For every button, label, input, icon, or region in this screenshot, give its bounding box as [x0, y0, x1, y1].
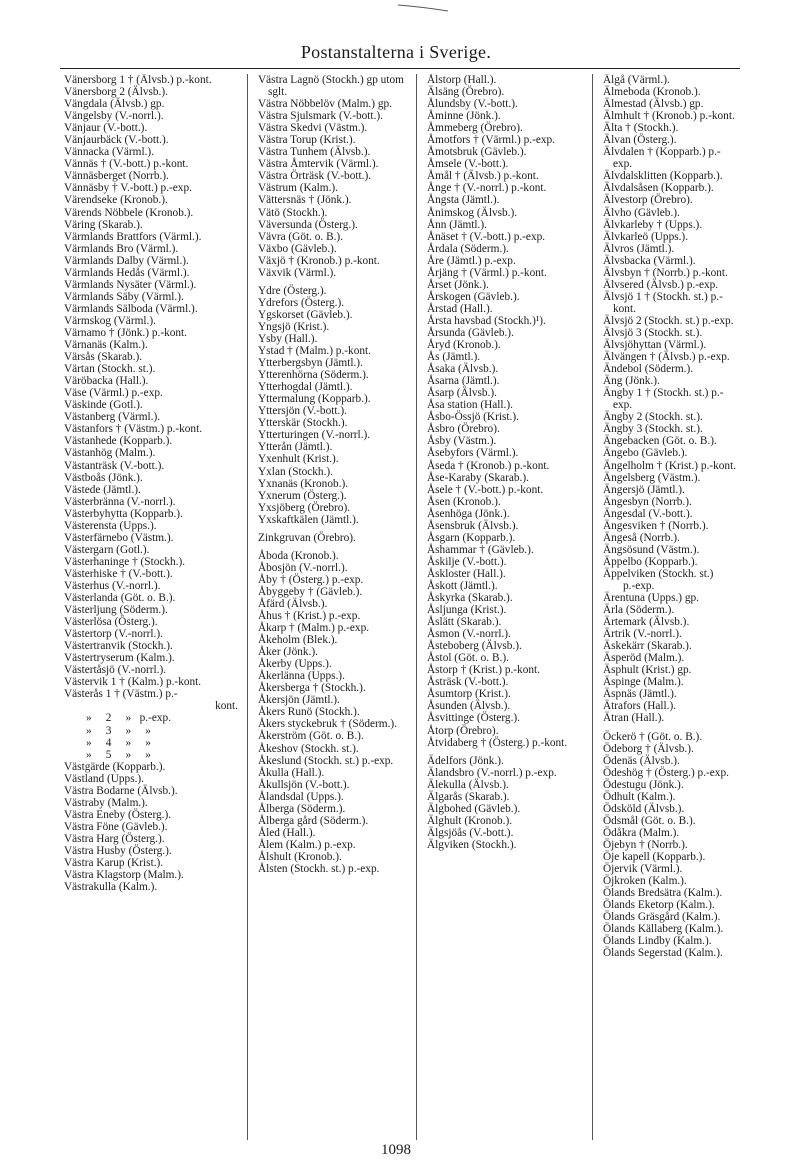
list-item: Vättersnäs † (Jönk.). [258, 194, 352, 207]
list-item: Yxskaftkälen (Jämtl.). [258, 513, 359, 526]
column-3 [416, 74, 592, 1140]
list-item: Älmhult † (Kronob.) p.-kont. [603, 110, 735, 123]
list-item: Ängelsberg (Västm.). [603, 471, 701, 484]
list-item: Åsarp (Älvsb.). [427, 387, 497, 400]
list-item: Årset (Jönk.). [427, 278, 489, 291]
list-item: Åstorp † (Krist.) p.-kont. [427, 664, 540, 677]
directory-columns [62, 74, 742, 1140]
list-item: Vänersborg 1 † (Älvsb.) p.-kont. [64, 74, 212, 86]
list-item: Västanberg (Värml.). [64, 411, 161, 424]
list-item: Värmskog (Värml.). [64, 314, 156, 327]
list-item: Åsvittinge (Österg.). [427, 712, 520, 725]
list-item: Västra Husby (Österg.). [64, 845, 172, 857]
list-item: Ängersjö (Jämtl.). [603, 483, 685, 496]
list-item-ditto: » 5 » » [86, 748, 151, 761]
list-item: Ysby (Hall.). [258, 332, 318, 345]
list-item: Ytterskär (Stockh.). [258, 417, 348, 430]
list-item: Värmlands Dalby (Värml.). [64, 254, 189, 267]
list-item: Ödeshög † (Österg.) p.-exp. [603, 766, 729, 779]
list-item: Äppelviken (Stockh. st.) [603, 567, 714, 580]
list-item: Ålberga (Söderm.). [258, 802, 346, 815]
list-item: Värmlands Hedås (Värml.). [64, 266, 190, 279]
list-item: Västra Skedvi (Västm.). [258, 122, 368, 135]
list-item: Ålstorp (Hall.). [427, 74, 497, 86]
list-item: Åse-Karaby (Skarab.). [427, 471, 529, 484]
list-item: Västerljung (Söderm.). [64, 604, 168, 617]
list-item: Öckerö † (Göt. o. B.). [603, 730, 703, 743]
list-item: Växbo (Gävleb.). [258, 242, 337, 255]
list-item: Åsebyfors (Värml.). [427, 447, 519, 460]
list-item-ditto: » 3 » » [86, 724, 151, 737]
list-item: Ödenäs (Älvsb.). [603, 754, 680, 767]
list-item: Älmestad (Älvsb.) gp. [603, 98, 704, 111]
list-item: Åtvidaberg † (Österg.) p.-kont. [427, 736, 568, 749]
list-item: Äsphult (Krist.) gp. [603, 664, 692, 677]
list-item: Västanfors † (Västm.) p.-kont. [64, 423, 203, 436]
column-1-entries [64, 74, 244, 700]
list-item: Åkerström (Göt. o. B.). [258, 730, 364, 743]
list-item: Västervik 1 † (Kalm.) p.-kont. [64, 676, 202, 689]
list-item: Åkersberga † (Stockh.). [258, 682, 366, 695]
list-item: Västerensta (Upps.). [64, 519, 157, 532]
list-item: Öjkroken (Kalm.). [603, 875, 687, 888]
list-item: Älta † (Stockh.). [603, 122, 679, 135]
list-item: Värtan (Stockh. st.). [64, 363, 156, 376]
list-item: Västanträsk (V.-bott.). [64, 459, 165, 472]
list-item: Västra Bodarne (Älvsb.). [64, 784, 178, 797]
list-item: Västraby (Malm.). [64, 796, 148, 809]
list-item: Åstol (Göt. o. B.). [427, 652, 509, 665]
list-item: Ödhult (Kalm.). [603, 790, 676, 803]
list-item: Åmmeberg (Örebro). [427, 122, 523, 135]
list-item: Åfärd (Älvsb.). [258, 597, 328, 610]
list-item: Vätö (Stockh.). [258, 206, 328, 219]
list-item: Yttersjön (V.-bott.). [258, 405, 347, 418]
list-item: Älgå (Värml.). [603, 74, 670, 86]
list-item: Ödsköld (Älvsb.). [603, 802, 685, 815]
list-item: Åmotsbruk (Gävleb.). [427, 146, 527, 159]
list-item: Ändebol (Söderm.). [603, 363, 694, 376]
list-item: Vännäsby † V.-bott.) p.-exp. [64, 182, 192, 195]
list-item: Ytterenhörna (Söderm.). [258, 369, 369, 382]
list-item: Yxsjöberg (Örebro). [258, 501, 351, 514]
page-number: 1098 [381, 1142, 411, 1158]
list-item: Västboås (Jönk.). [64, 471, 143, 484]
list-item: Väröbacka (Hall.). [64, 375, 149, 388]
list-item: Väse (Värml.) p.-exp. [64, 387, 163, 400]
list-item: Årdala (Söderm.). [427, 242, 509, 255]
list-item: Åboda (Kronob.). [258, 549, 339, 562]
list-item: Åslätt (Skarab.). [427, 616, 502, 629]
list-item: Ånge † (V.-norrl.) p.-kont. [427, 182, 547, 195]
list-item: Västertåsjö (V.-norrl.). [64, 664, 167, 677]
list-item: Västede (Jämtl.). [64, 483, 141, 496]
list-item: Vännäs † (V.-bott.) p.-kont. [64, 158, 189, 171]
list-item: Åsen (Kronob.). [427, 495, 501, 508]
list-item: Ädelfors (Jönk.). [427, 754, 504, 767]
list-item: Åsgarn (Kopparb.). [427, 531, 516, 544]
list-item: Västra Sjulsmark (V.-bott.). [258, 110, 383, 123]
list-item: Västertranvik (Stockh.). [64, 640, 173, 653]
list-item: Värmlands Bro (Värml.). [64, 242, 179, 255]
list-item: Öjebyn † (Norrb.). [603, 838, 688, 851]
list-item: Åkeslund (Stockh. st.) p.-exp. [258, 754, 394, 767]
list-item: Åskloster (Hall.). [427, 567, 506, 580]
list-item: Åsensbruk (Älvsb.). [427, 519, 519, 532]
list-item: Västerhaninge † (Stockh.). [64, 555, 186, 568]
list-item: Älvestorp (Örebro). [603, 194, 693, 207]
list-item: Värnamo † (Jönk.) p.-kont. [64, 326, 187, 339]
list-item: Ålberga gård (Söderm.). [258, 814, 369, 827]
list-item: Åsarna (Jämtl.). [427, 375, 500, 388]
list-item: Ärtrik (V.-norrl.). [603, 628, 682, 641]
list-item: Väskinde (Gotl.). [64, 399, 143, 412]
list-item: Zinkgruvan (Örebro). [258, 531, 356, 544]
list-item: Ängby 2 (Stockh. st.). [603, 411, 703, 424]
list-item: Vännacka (Värml.). [64, 146, 155, 159]
list-item: Ätran (Hall.). [603, 712, 665, 725]
list-item: Ölands Källaberg (Kalm.). [603, 923, 724, 936]
list-item: Åsbo-Össjö (Krist.). [427, 411, 519, 424]
list-item: Ålsten (Stockh. st.) p.-exp. [258, 863, 380, 875]
list-item: Åre (Jämtl.) p.-exp. [427, 254, 516, 267]
list-item: Ängesdal (V.-bott.). [603, 507, 693, 520]
list-item: Västland (Upps.). [64, 772, 145, 785]
list-item: Västra Tunhem (Älvsb.). [258, 146, 371, 159]
list-item: Ödeborg † (Älvsb.). [603, 742, 694, 755]
list-item: Årstad (Hall.). [427, 302, 493, 315]
list-item: Ödsmål (Göt. o. B.). [603, 814, 696, 827]
list-item: Åkarp † (Malm.) p.-exp. [258, 622, 370, 635]
list-item: Älvsjö 1 † (Stockh. st.) p.-kont. [603, 290, 723, 315]
list-item: Ängelholm † (Krist.) p.-kont. [603, 459, 737, 472]
list-item: Åsumtorp (Krist.). [427, 688, 511, 701]
list-item: Älvros (Jämtl.). [603, 242, 675, 255]
list-item: Västerås 1 † (Västm.) p.- [64, 688, 178, 701]
list-item: Åmål † (Älvsb.) p.-kont. [427, 170, 539, 183]
list-item: Åryd (Kronob.). [427, 339, 501, 352]
list-item: Yttermalung (Kopparb.). [258, 393, 371, 406]
list-item: Västra Nöbbelöv (Malm.) gp. [258, 98, 392, 111]
list-item: Årskogen (Gävleb.). [427, 290, 520, 303]
column-1 [62, 74, 247, 1140]
list-item: Västerbränna (V.-norrl.). [64, 495, 176, 508]
list-item: Åsmon (V.-norrl.). [427, 628, 511, 641]
list-item: Ängsösund (Västm.). [603, 543, 700, 556]
list-item: Yxenhult (Krist.). [258, 453, 339, 466]
list-item: Åskott (Jämtl.). [427, 579, 498, 592]
list-item: Åsby (Västm.). [427, 435, 497, 448]
list-item: Åskilje (V.-bott.). [427, 555, 507, 568]
list-item: Ångsta (Jämtl.). [427, 194, 500, 207]
list-item: Västerlösa (Österg.). [64, 616, 158, 629]
list-item: Ängby 1 † (Stockh. st.) p.-exp. [603, 387, 724, 412]
list-item: Åskyrka (Skarab.). [427, 592, 513, 605]
list-item: Yxlan (Stockh.). [258, 465, 333, 478]
list-item: Åkerlänna (Upps.). [258, 670, 345, 683]
list-item: Åsunden (Älvsb.). [427, 700, 511, 713]
list-item: Äng (Jönk.). [603, 375, 660, 388]
column-2 [247, 74, 416, 1140]
list-item: Yxnanäs (Kronob.). [258, 477, 349, 490]
list-item: Åkeshov (Stockh. st.). [258, 742, 359, 755]
list-item: Älgarås (Skarab.). [427, 790, 510, 803]
list-item: Älvsbyn † (Norrb.) p.-kont. [603, 266, 728, 279]
list-item: Västanhede (Kopparb.). [64, 435, 173, 448]
list-item: Äsperöd (Malm.). [603, 652, 685, 665]
list-item: Åseda † (Kronob.) p.-kont. [427, 459, 550, 472]
list-item: Ärla (Söderm.). [603, 604, 675, 617]
list-item: Ystad † (Malm.) p.-kont. [258, 345, 371, 358]
list-item: Älvsjöhyttan (Värml.). [603, 339, 707, 352]
list-item: Västerhus (V.-norrl.). [64, 579, 161, 592]
list-item: Yngsjö (Krist.). [258, 320, 330, 333]
list-item: Västra Lagnö (Stockh.) gp utom sglt. [258, 74, 404, 99]
list-item: Yxnerum (Österg.). [258, 489, 347, 502]
list-item: Åsträsk (V.-bott.). [427, 676, 509, 689]
list-item: Västrum (Kalm.). [258, 182, 338, 195]
list-item: Åsa station (Hall.). [427, 399, 513, 412]
list-item: Västergarn (Gotl.). [64, 543, 150, 556]
list-item: Älmeboda (Kronob.). [603, 86, 701, 99]
list-item: Vävra (Göt. o. B.). [258, 230, 344, 243]
list-item: Åbosjön (V.-norrl.). [258, 561, 348, 574]
list-item: Ås (Jämtl.). [427, 351, 481, 364]
list-item: Årsunda (Gävleb.). [427, 326, 514, 339]
list-item: Älvängen † (Älvsb.) p.-exp. [603, 351, 730, 364]
list-item: Älvkarleby † (Upps.). [603, 218, 703, 231]
list-item: Åkersjön (Jämtl.). [258, 694, 340, 707]
list-item: Ytterån (Jämtl.). [258, 441, 333, 454]
list-item: Älgbohed (Gävleb.). [427, 802, 521, 815]
list-item-continuation: kont. [215, 700, 238, 713]
list-item: Ygskorset (Gävleb.). [258, 308, 353, 321]
list-item: Äppelbo (Kopparb.). [603, 555, 698, 568]
list-item: Ängeså (Norrb.). [603, 531, 680, 544]
list-item: Åled (Hall.). [258, 826, 316, 839]
list-item: Värmlands Brattfors (Värml.). [64, 230, 202, 243]
list-item: Älsäng (Örebro). [427, 86, 505, 99]
list-item: Värends Nöbbele (Kronob.). [64, 206, 194, 219]
list-item: Älvsered (Älvsb.) p.-exp. [603, 278, 719, 291]
list-item: Äspinge (Malm.). [603, 676, 684, 689]
list-item: Älvsjö 2 (Stockh. st.) p.-exp. [603, 314, 734, 327]
list-item: Vängelsby (V.-norrl.). [64, 110, 164, 123]
list-item: Vänersborg 2 (Älvsb.). [64, 86, 168, 99]
list-item: Åkers styckebruk † (Söderm.). [258, 718, 397, 731]
list-item: Äspnäs (Jämtl.). [603, 688, 677, 701]
list-item: Årsta havsbad (Stockh.)¹). [427, 314, 546, 327]
list-item: Ydre (Österg.). [258, 284, 327, 297]
list-item: Älekulla (Älvsb.). [427, 778, 509, 791]
list-item: Västrakulla (Kalm.). [64, 881, 158, 894]
list-item: Vännäsberget (Norrb.). [64, 170, 169, 183]
list-item: Värmlands Säby (Värml.). [64, 290, 184, 303]
list-item: Åsaka (Älvsb.). [427, 363, 499, 376]
list-item: Åhus † (Krist.) p.-exp. [258, 610, 361, 623]
list-item: Ängesviken † (Norrb.). [603, 519, 709, 532]
scan-mark-decoration [398, 4, 448, 12]
list-item: Vänjaur (V.-bott.). [64, 122, 148, 135]
list-item: Älvkarleö (Upps.). [603, 230, 689, 243]
list-item: Älgsjöås (V.-bott.). [427, 826, 514, 839]
list-item: Växjö † (Kronob.) p.-kont. [258, 254, 380, 267]
list-item: Ängby 3 (Stockh. st.). [603, 423, 703, 436]
list-item: Ytterbergsbyn (Jämtl.). [258, 357, 363, 370]
list-item: Värsås (Skarab.). [64, 351, 143, 364]
list-item: Värnanäs (Kalm.). [64, 339, 148, 352]
list-item: Årjäng † (Värml.) p.-kont. [427, 266, 547, 279]
list-item: Åkers Runö (Stockh.). [258, 706, 360, 719]
list-item: Ålshult (Kronob.). [258, 850, 342, 863]
list-item: Ödestugu (Jönk.). [603, 778, 684, 791]
list-item: Älvsjö 3 (Stockh. st.). [603, 326, 703, 339]
list-item: Västerlanda (Göt. o. B.). [64, 592, 176, 605]
list-item: Västerfärnebo (Västm.). [64, 531, 174, 544]
list-item: Ålundsby (V.-bott.). [427, 98, 518, 111]
list-item: Älvho (Gävleb.). [603, 206, 680, 219]
list-item: Ölands Bredsätra (Kalm.). [603, 887, 723, 900]
list-item: Västra Klagstorp (Malm.). [64, 869, 184, 882]
list-item: Västra Harg (Österg.). [64, 832, 165, 845]
list-item: Åshammar † (Gävleb.). [427, 543, 534, 556]
list-item: Ålandsdal (Upps.). [258, 790, 344, 803]
list-item: Äskekärr (Skarab.). [603, 640, 692, 653]
list-item-ditto: » 2 » p.-exp. [86, 712, 172, 725]
list-item: Västertorp (V.-norrl.). [64, 628, 163, 641]
column-4 [592, 74, 742, 1140]
list-item: Växvik (Värml.). [258, 266, 337, 279]
list-item: Västgärde (Kopparb.). [64, 760, 166, 773]
list-item: Älvdalen † (Kopparb.) p.-exp. [603, 146, 721, 171]
list-item: Åtorp (Örebro). [427, 724, 499, 737]
list-item: Åminne (Jönk.). [427, 110, 501, 123]
list-item: Ånn (Jämtl.). [427, 218, 487, 231]
list-item: Ängebacken (Göt. o. B.). [603, 435, 717, 448]
list-item: Åsenhöga (Jönk.). [427, 507, 510, 520]
list-item: Ängesbyn (Norrb.). [603, 495, 692, 508]
list-item: Vänjaurbäck (V.-bott.). [64, 134, 169, 147]
list-item: Älandsbro (V.-norrl.) p.-exp. [427, 766, 557, 779]
list-item: Åkullsjön (V.-bott.). [258, 778, 350, 791]
list-item: Åmotfors † (Värml.) p.-exp. [427, 134, 556, 147]
list-item: Västra Föne (Gävleb.). [64, 820, 168, 833]
list-item: Västra Karup (Krist.). [64, 857, 164, 870]
list-item: Värmlands Sälboda (Värml.). [64, 302, 198, 315]
list-item: Åkulla (Hall.). [258, 766, 325, 779]
list-item: Västra Örträsk (V.-bott.). [258, 170, 372, 183]
list-item: Västra Åmtervik (Värml.). [258, 158, 379, 171]
list-item: Åsele † (V.-bott.) p.-kont. [427, 483, 544, 496]
list-item: Ölands Gräsgård (Kalm.). [603, 911, 721, 924]
list-item: Åsbro (Örebro). [427, 423, 500, 436]
list-item: Västertryserum (Kalm.). [64, 652, 175, 665]
list-item: Öje kapell (Kopparb.). [603, 851, 706, 863]
list-item: Älvdalsklitten (Kopparb.). [603, 170, 723, 183]
list-item: Ydrefors (Österg.). [258, 296, 345, 309]
list-item: Västra Torup (Krist.). [258, 134, 356, 147]
list-item: Ålem (Kalm.) p.-exp. [258, 838, 356, 851]
list-item: Ånimskog (Älvsb.). [427, 206, 518, 219]
list-item: Åker (Jönk.). [258, 646, 318, 659]
list-item: Värendseke (Kronob.). [64, 194, 168, 207]
header-rule [60, 68, 740, 69]
list-item: Älghult (Kronob.). [427, 814, 513, 827]
list-item: Ölands Eketorp (Kalm.). [603, 899, 715, 912]
list-item: Älgviken (Stockh.). [427, 838, 517, 851]
list-item: Ölands Segerstad (Kalm.). [603, 947, 723, 960]
list-item: Västanhög (Malm.). [64, 447, 156, 460]
list-item: Ytterturingen (V.-norrl.). [258, 429, 371, 442]
list-item-continuation: p.-exp. [623, 579, 655, 592]
list-item: Västra Eneby (Österg.). [64, 808, 172, 821]
list-item-ditto: » 4 » » [86, 736, 151, 749]
list-item: Åsljunga (Krist.). [427, 604, 507, 617]
list-item: Ölands Lindby (Kalm.). [603, 935, 712, 948]
list-item: Ätrafors (Hall.). [603, 700, 677, 713]
list-item: Ödåkra (Malm.). [603, 826, 680, 839]
list-item: Västerhiske † (V.-bott.). [64, 567, 173, 580]
list-item: Ärentuna (Upps.) gp. [603, 592, 700, 605]
list-item: Älvsbacka (Värml.). [603, 254, 696, 267]
list-item: Åby † (Österg.) p.-exp. [258, 573, 364, 586]
list-item: Älvan (Österg.). [603, 134, 677, 147]
list-item: Öjervik (Värml.). [603, 863, 683, 876]
list-item: Väring (Skarab.). [64, 218, 143, 231]
list-item: Ärtemark (Älvsb.). [603, 616, 690, 629]
list-item: Åmsele (V.-bott.). [427, 158, 509, 171]
list-item: Älvdalsåsen (Kopparb.). [603, 182, 714, 195]
list-item: Västerbyhytta (Kopparb.). [64, 507, 183, 520]
list-item: Åkeholm (Blek.). [258, 634, 338, 647]
list-item: Värmlands Nysäter (Värml.). [64, 278, 197, 291]
list-item: Väversunda (Österg.). [258, 218, 358, 231]
list-item: Ånäset † (V.-bott.) p.-exp. [427, 230, 546, 243]
list-item: Ängebo (Gävleb.). [603, 447, 688, 460]
list-item: Åkerby (Upps.). [258, 658, 332, 671]
list-item: Åbyggeby † (Gävleb.). [258, 585, 363, 598]
list-item: Ytterhogdal (Jämtl.). [258, 381, 353, 394]
page-title: Postanstalterna i Sverige. [300, 42, 492, 62]
list-item: Åsteboberg (Älvsb.). [427, 640, 522, 653]
list-item: Vängdala (Älvsb.) gp. [64, 98, 165, 111]
